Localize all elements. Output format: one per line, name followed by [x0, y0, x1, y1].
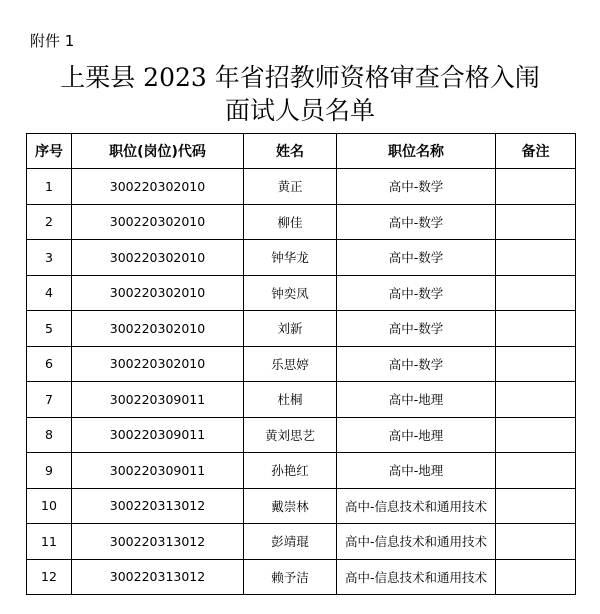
cell-serial-number: 3 — [27, 240, 72, 276]
cell-serial-number: 6 — [27, 346, 72, 382]
table-row — [27, 488, 576, 524]
table-row — [27, 417, 576, 453]
header-position-title: 职位名称 — [337, 134, 496, 169]
table-row — [27, 346, 576, 382]
cell-position-code: 300220302010 — [72, 240, 244, 276]
cell-position-title: 高中-地理 — [337, 417, 496, 453]
cell-remarks — [496, 240, 576, 276]
table-row — [27, 169, 576, 205]
cell-position-code: 300220302010 — [72, 169, 244, 205]
cell-position-code: 300220302010 — [72, 311, 244, 347]
document-title-line-1: 上栗县 2023 年省招教师资格审查合格入闱 — [60, 63, 540, 92]
cell-position-code: 300220313012 — [72, 524, 244, 560]
cell-position-title: 高中-信息技术和通用技术 — [337, 559, 496, 595]
cell-remarks — [496, 169, 576, 205]
cell-position-title: 高中-数学 — [337, 275, 496, 311]
cell-position-code: 300220309011 — [72, 417, 244, 453]
cell-position-title: 高中-数学 — [337, 346, 496, 382]
cell-name: 黄刘思艺 — [244, 417, 337, 453]
cell-serial-number: 1 — [27, 169, 72, 205]
attachment-label: 附件 1 — [30, 32, 75, 50]
table-row — [27, 453, 576, 489]
cell-remarks — [496, 346, 576, 382]
cell-remarks — [496, 453, 576, 489]
cell-remarks — [496, 204, 576, 240]
cell-position-title: 高中-地理 — [337, 453, 496, 489]
cell-name: 戴崇林 — [244, 488, 337, 524]
cell-remarks — [496, 417, 576, 453]
cell-position-code: 300220313012 — [72, 488, 244, 524]
table-row — [27, 240, 576, 276]
table-row — [27, 311, 576, 347]
header-name: 姓名 — [244, 134, 337, 169]
cell-remarks — [496, 275, 576, 311]
table-row — [27, 559, 576, 595]
cell-position-title: 高中-数学 — [337, 311, 496, 347]
table-row — [27, 204, 576, 240]
table-header-row — [27, 134, 576, 169]
cell-position-code: 300220309011 — [72, 453, 244, 489]
cell-name: 黄正 — [244, 169, 337, 205]
cell-name: 钟奕凤 — [244, 275, 337, 311]
cell-position-code: 300220302010 — [72, 204, 244, 240]
cell-serial-number: 10 — [27, 488, 72, 524]
cell-serial-number: 2 — [27, 204, 72, 240]
cell-serial-number: 12 — [27, 559, 72, 595]
cell-serial-number: 9 — [27, 453, 72, 489]
cell-position-title: 高中-信息技术和通用技术 — [337, 488, 496, 524]
cell-name: 刘新 — [244, 311, 337, 347]
cell-position-code: 300220313012 — [72, 559, 244, 595]
cell-serial-number: 11 — [27, 524, 72, 560]
cell-position-title: 高中-数学 — [337, 204, 496, 240]
cell-remarks — [496, 382, 576, 418]
cell-serial-number: 7 — [27, 382, 72, 418]
cell-name: 彭靖琨 — [244, 524, 337, 560]
header-position-code: 职位(岗位)代码 — [72, 134, 244, 169]
cell-position-code: 300220302010 — [72, 346, 244, 382]
cell-remarks — [496, 488, 576, 524]
header-serial-number: 序号 — [27, 134, 72, 169]
cell-position-title: 高中-地理 — [337, 382, 496, 418]
cell-name: 赖予洁 — [244, 559, 337, 595]
cell-serial-number: 8 — [27, 417, 72, 453]
cell-name: 孙艳红 — [244, 453, 337, 489]
cell-name: 杜桐 — [244, 382, 337, 418]
document-title-line-2: 面试人员名单 — [224, 96, 375, 125]
cell-name: 乐思婷 — [244, 346, 337, 382]
cell-position-code: 300220302010 — [72, 275, 244, 311]
cell-name: 柳佳 — [244, 204, 337, 240]
table-row — [27, 275, 576, 311]
cell-remarks — [496, 524, 576, 560]
cell-position-code: 300220309011 — [72, 382, 244, 418]
cell-remarks — [496, 559, 576, 595]
cell-serial-number: 4 — [27, 275, 72, 311]
cell-position-title: 高中-数学 — [337, 169, 496, 205]
cell-position-title: 高中-数学 — [337, 240, 496, 276]
cell-position-title: 高中-信息技术和通用技术 — [337, 524, 496, 560]
table-row — [27, 382, 576, 418]
candidate-table — [26, 133, 576, 595]
cell-name: 钟华龙 — [244, 240, 337, 276]
cell-remarks — [496, 311, 576, 347]
table-row — [27, 524, 576, 560]
cell-serial-number: 5 — [27, 311, 72, 347]
header-remarks: 备注 — [496, 134, 576, 169]
